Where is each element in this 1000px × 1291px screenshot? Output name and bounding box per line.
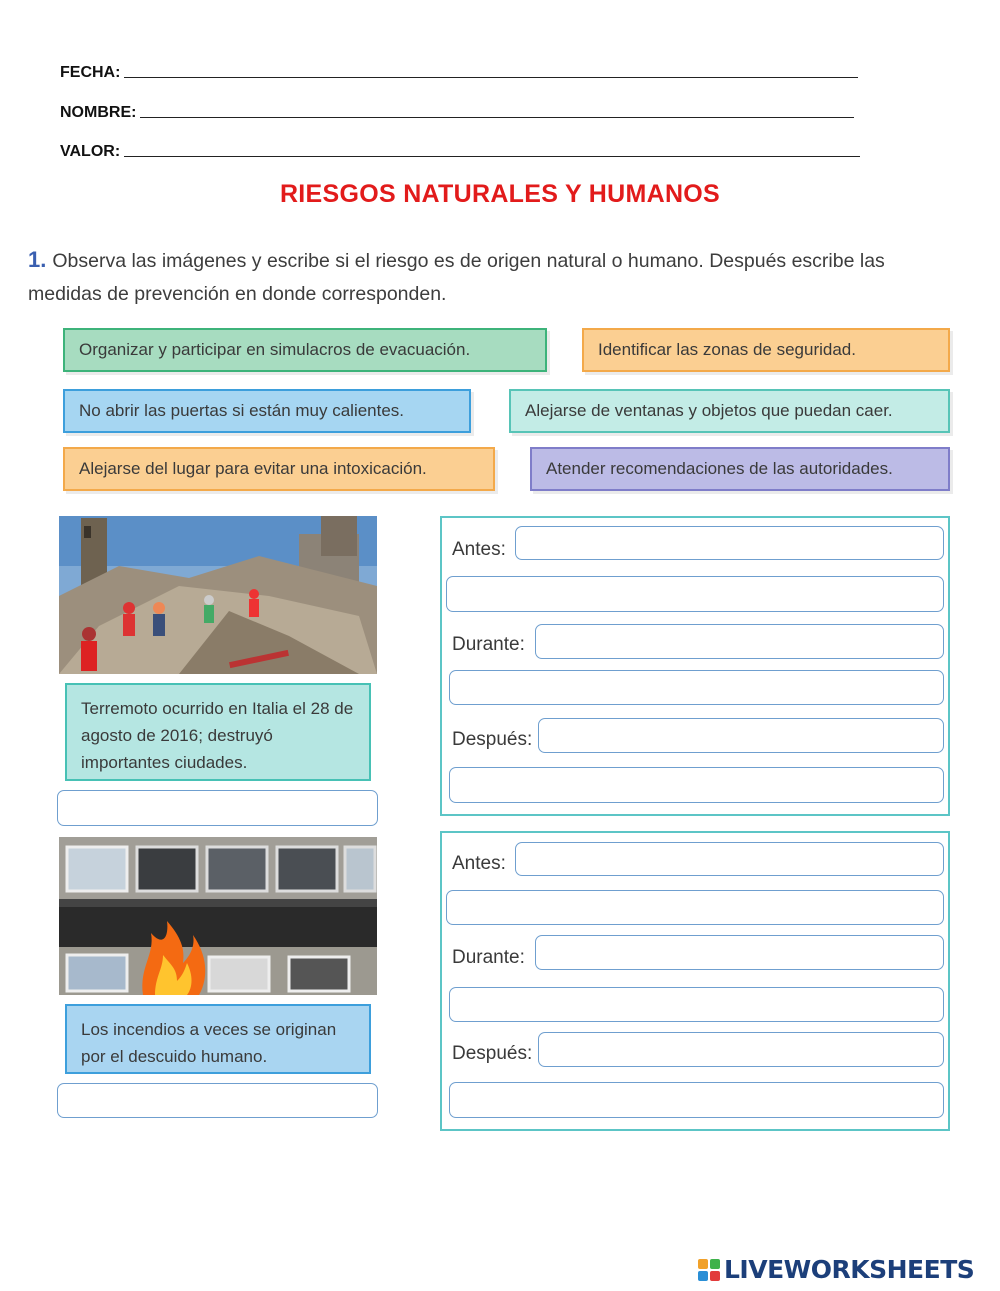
card-simulacros[interactable]: Organizar y participar en simulacros de evacuación. bbox=[63, 328, 547, 372]
earthquake-before-input-2[interactable] bbox=[446, 576, 944, 612]
fecha-label: FECHA: bbox=[60, 64, 121, 81]
fire-before-input-2[interactable] bbox=[446, 890, 944, 925]
card-zonas-seguridad[interactable]: Identificar las zonas de seguridad. bbox=[582, 328, 950, 372]
logo-tiles-icon bbox=[698, 1259, 720, 1281]
earthquake-illustration bbox=[59, 516, 377, 674]
fire-before-input-1[interactable] bbox=[515, 842, 944, 876]
fire-origin-input[interactable] bbox=[57, 1083, 378, 1118]
nombre-line bbox=[60, 100, 854, 122]
earthquake-during-label: Durante: bbox=[452, 634, 525, 655]
instruction bbox=[28, 243, 958, 311]
earthquake-before-label: Antes: bbox=[452, 539, 506, 560]
card-autoridades[interactable]: Atender recomendaciones de las autoridades. bbox=[530, 447, 950, 491]
fire-before-label: Antes: bbox=[452, 853, 506, 874]
fire-during-label: Durante: bbox=[452, 947, 525, 968]
card-ventanas[interactable]: Alejarse de ventanas y objetos que puedan caer. bbox=[509, 389, 950, 433]
instruction-text: Observa las imágenes y escribe si el riesgo es de origen natural o humano. Después escribe las medidas de prevención en donde corresponden. bbox=[28, 250, 885, 305]
fecha-line bbox=[60, 60, 858, 82]
valor-line bbox=[60, 139, 860, 161]
fire-after-input-2[interactable] bbox=[449, 1082, 944, 1118]
fire-during-input-2[interactable] bbox=[449, 987, 944, 1022]
fire-photo bbox=[59, 837, 377, 995]
page-title: RIESGOS NATURALES Y HUMANOS bbox=[279, 180, 721, 208]
liveworksheets-logo bbox=[698, 1255, 974, 1284]
fire-illustration bbox=[59, 837, 377, 995]
card-intoxicacion[interactable]: Alejarse del lugar para evitar una intoxicación. bbox=[63, 447, 495, 491]
earthquake-before-input-1[interactable] bbox=[515, 526, 944, 560]
fire-caption: Los incendios a veces se originan por el descuido humano. bbox=[65, 1004, 371, 1074]
valor-label: VALOR: bbox=[60, 143, 121, 160]
earthquake-during-input-1[interactable] bbox=[535, 624, 944, 659]
logo-text: LIVEWORKSHEETS bbox=[724, 1255, 975, 1284]
card-puertas[interactable]: No abrir las puertas si están muy calientes. bbox=[63, 389, 471, 433]
instruction-number: 1. bbox=[28, 247, 47, 272]
fire-after-input-1[interactable] bbox=[538, 1032, 944, 1067]
earthquake-origin-input[interactable] bbox=[57, 790, 378, 826]
earthquake-photo bbox=[59, 516, 377, 674]
earthquake-caption: Terremoto ocurrido en Italia el 28 de agosto de 2016; destruyó importantes ciudades. bbox=[65, 683, 371, 781]
fire-after-label: Después: bbox=[452, 1043, 533, 1064]
nombre-label: NOMBRE: bbox=[60, 104, 137, 121]
earthquake-after-input-1[interactable] bbox=[538, 718, 944, 753]
earthquake-after-label: Después: bbox=[452, 729, 533, 750]
earthquake-after-input-2[interactable] bbox=[449, 767, 944, 803]
nombre-rule bbox=[140, 117, 854, 118]
earthquake-during-input-2[interactable] bbox=[449, 670, 944, 705]
fire-during-input-1[interactable] bbox=[535, 935, 944, 970]
fecha-rule bbox=[124, 77, 858, 78]
valor-rule bbox=[124, 156, 860, 157]
